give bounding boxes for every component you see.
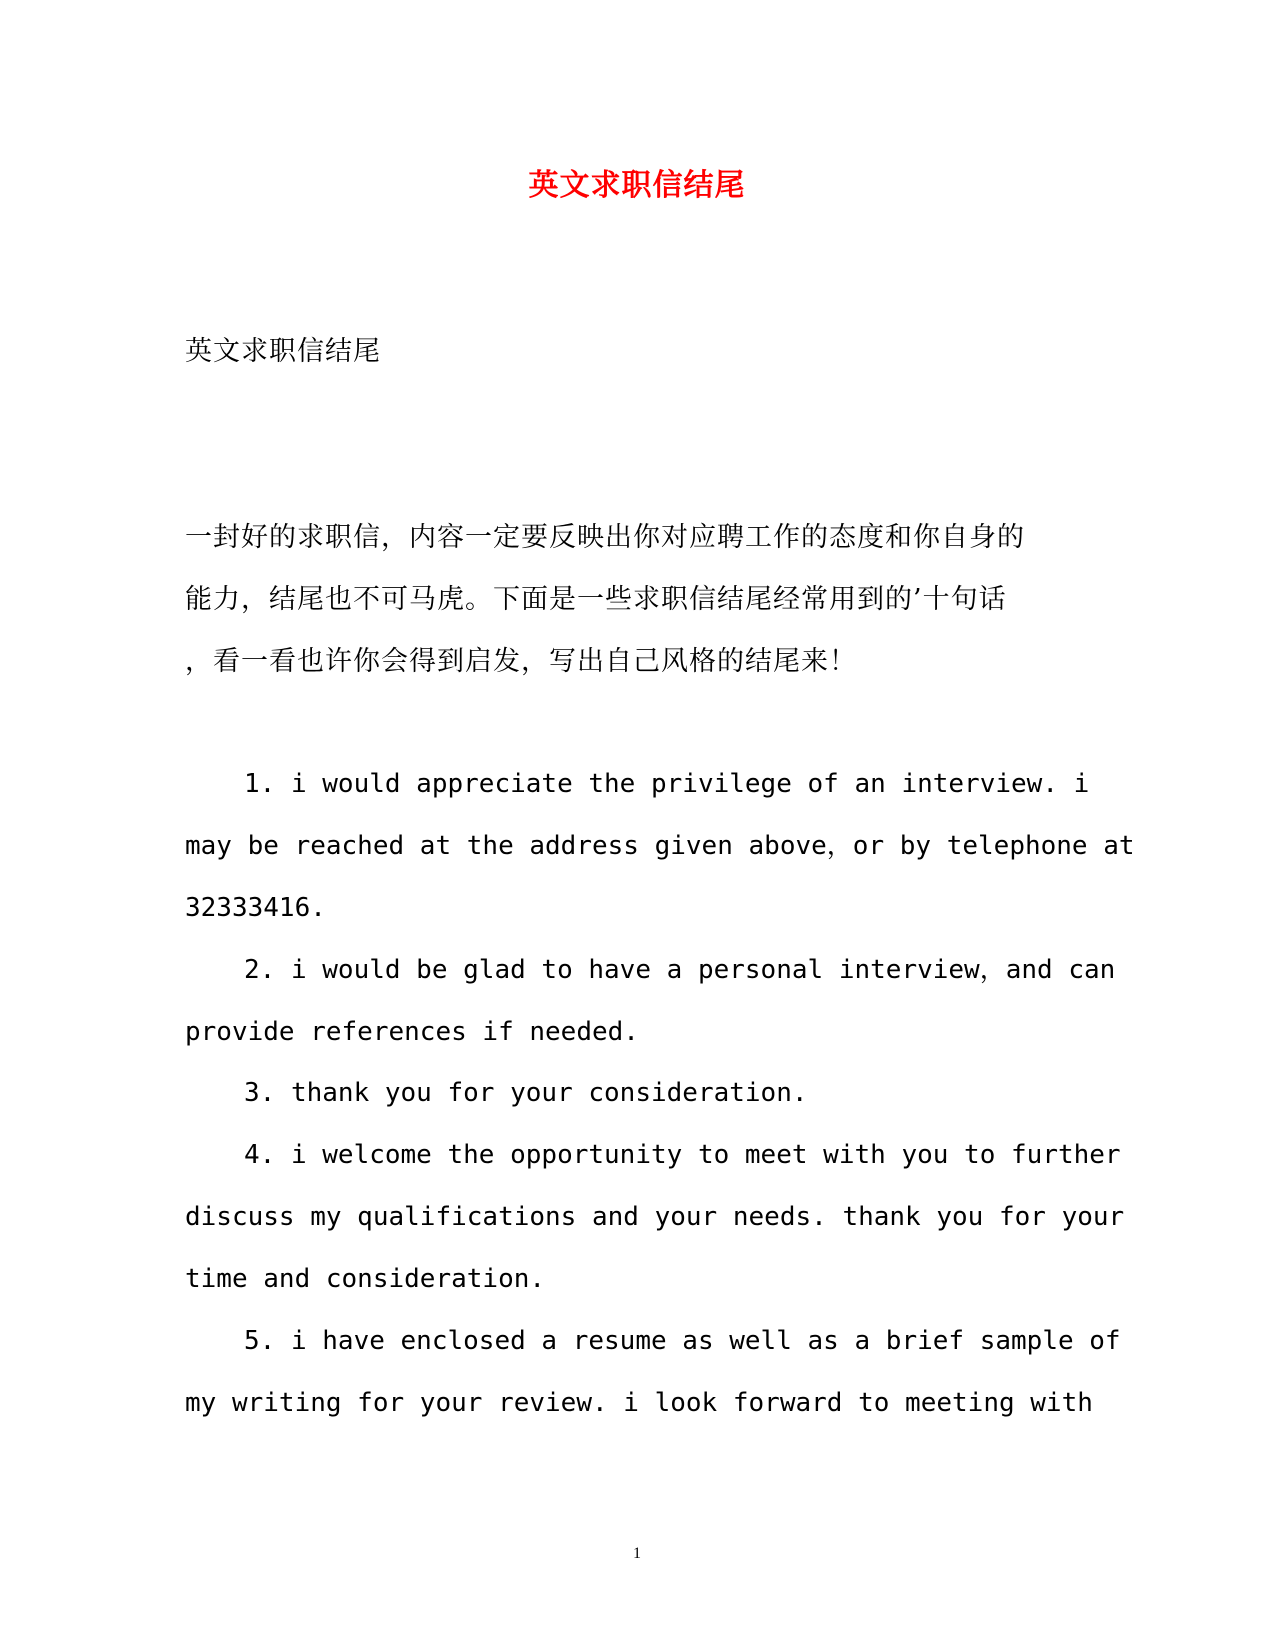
list-item-2-line: provide references if needed. xyxy=(185,1017,639,1047)
list-item-5-first-line: 5. i have enclosed a resume as well as a brief sample of xyxy=(244,1326,1121,1356)
intro-line: ，看一看也许你会得到启发，写出自己风格的结尾来！ xyxy=(185,646,857,677)
intro-line: 一封好的求职信，内容一定要反映出你对应聘工作的态度和你自身的 xyxy=(185,522,1025,553)
list-item-1-line: may be reached at the address given above，or by telephone at xyxy=(185,831,1135,861)
list-item-4-line: time and consideration. xyxy=(185,1264,546,1294)
list-item-5-line: my writing for your review. i look forward to meeting with xyxy=(185,1388,1093,1418)
page-number: 1 xyxy=(633,1545,641,1562)
list-item-1-line: 32333416. xyxy=(185,893,326,923)
intro-line: 能力，结尾也不可马虎。下面是一些求职信结尾经常用到的’十句话 xyxy=(185,584,1007,615)
list-item-2-first-line: 2. i would be glad to have a personal interview，and can xyxy=(244,955,1116,985)
list-item-4-first-line: 4. i welcome the opportunity to meet with you to further xyxy=(244,1140,1121,1170)
list-item-3-first-line: 3. thank you for your consideration. xyxy=(244,1078,808,1108)
list-item-4-line: discuss my qualifications and your needs. thank you for your xyxy=(185,1202,1125,1232)
document-subtitle: 英文求职信结尾 xyxy=(185,336,381,367)
document-title: 英文求职信结尾 xyxy=(528,168,746,203)
list-item-1-first-line: 1. i would appreciate the privilege of an interview. i xyxy=(244,769,1090,799)
